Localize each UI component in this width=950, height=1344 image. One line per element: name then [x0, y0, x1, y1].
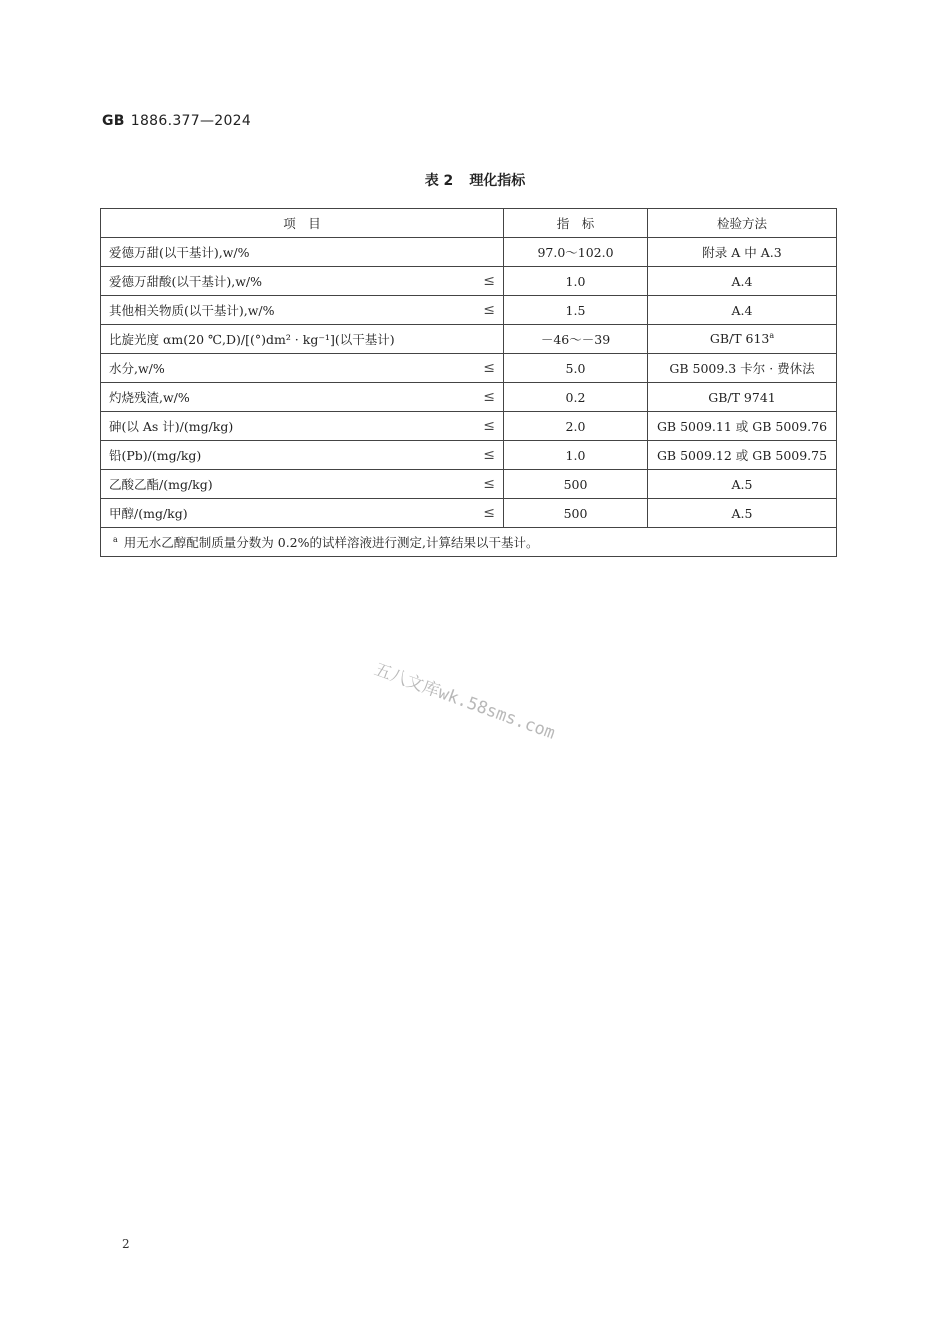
row-item-label: 爱德万甜(以干基计),w/%: [109, 245, 250, 260]
table-row: [101, 238, 837, 267]
row-item-label: 砷(以 As 计)/(mg/kg): [109, 419, 234, 434]
row-item-cell: [101, 354, 504, 383]
method-footnote-mark: a: [769, 331, 775, 341]
table-row: [101, 325, 837, 354]
watermark: 五八文库wk.58sms.com: [371, 659, 558, 744]
row-test-method-cell: [648, 296, 837, 325]
less-equal-symbol: ≤: [483, 389, 495, 405]
standard-number: [102, 113, 251, 129]
row-index-value: 500: [504, 470, 648, 499]
header-method: 检验方法: [648, 209, 837, 238]
standard-code: 1886.377—2024: [130, 113, 252, 129]
row-item-cell: [101, 499, 504, 528]
row-test-method: GB 5009.11 或 GB 5009.76: [656, 419, 828, 434]
row-item-label: 爱德万甜酸(以干基计),w/%: [109, 274, 263, 289]
row-test-method: A.4: [731, 273, 753, 289]
table-header-row: [101, 209, 837, 238]
physicochemical-spec-table: [100, 208, 837, 557]
table-caption-label: 表 2: [424, 173, 454, 189]
row-item-label: 比旋光度 αm(20 ℃,D)/[(°)dm² · kg⁻¹](以干基计): [109, 332, 395, 347]
standard-prefix: GB: [102, 113, 125, 129]
row-item-cell: [101, 267, 504, 296]
row-index-value: 5.0: [504, 354, 648, 383]
row-test-method: A.4: [731, 302, 753, 318]
row-item-cell: [101, 383, 504, 412]
less-equal-symbol: ≤: [483, 476, 495, 492]
less-equal-symbol: ≤: [483, 360, 495, 376]
row-test-method: GB 5009.3 卡尔 · 费休法: [669, 361, 815, 376]
table-row: [101, 470, 837, 499]
footnote-mark: a: [113, 534, 118, 544]
table-row: [101, 296, 837, 325]
table-row: [101, 441, 837, 470]
row-test-method-cell: [648, 267, 837, 296]
footnote-text: 用无水乙醇配制质量分数为 0.2%的试样溶液进行测定,计算结果以干基计。: [123, 535, 539, 550]
row-test-method-cell: [648, 412, 837, 441]
row-index-value: 97.0～102.0: [504, 238, 648, 267]
row-test-method: GB/T 613: [709, 331, 770, 347]
table-footnote-row: [101, 528, 837, 557]
row-index-value: 1.0: [504, 441, 648, 470]
row-test-method-cell: [648, 441, 837, 470]
row-index-value: 2.0: [504, 412, 648, 441]
less-equal-symbol: ≤: [483, 302, 495, 318]
row-index-value: －46～－39: [504, 325, 648, 354]
row-test-method-cell: [648, 238, 837, 267]
row-item-cell: [101, 412, 504, 441]
row-item-label: 水分,w/%: [109, 361, 165, 376]
row-test-method: 附录 A 中 A.3: [702, 245, 782, 260]
row-item-label: 甲醇/(mg/kg): [109, 506, 188, 521]
row-test-method: A.5: [731, 476, 753, 492]
row-test-method-cell: [648, 325, 837, 354]
header-index: 指 标: [504, 209, 648, 238]
row-test-method-cell: [648, 354, 837, 383]
row-item-cell: [101, 470, 504, 499]
page-number: 2: [122, 1237, 130, 1251]
row-item-label: 灼烧残渣,w/%: [109, 390, 190, 405]
less-equal-symbol: ≤: [483, 447, 495, 463]
row-index-value: 500: [504, 499, 648, 528]
row-test-method-cell: [648, 383, 837, 412]
table-row: [101, 354, 837, 383]
row-test-method: A.5: [731, 505, 753, 521]
table-footnote: [101, 528, 837, 557]
row-test-method-cell: [648, 499, 837, 528]
row-item-label: 其他相关物质(以干基计),w/%: [109, 303, 275, 318]
table-caption-title: 理化指标: [469, 173, 526, 189]
row-item-label: 铅(Pb)/(mg/kg): [109, 448, 202, 463]
table-row: [101, 412, 837, 441]
row-item-cell: [101, 441, 504, 470]
less-equal-symbol: ≤: [483, 418, 495, 434]
row-test-method-cell: [648, 470, 837, 499]
row-test-method: GB 5009.12 或 GB 5009.75: [656, 448, 828, 463]
row-index-value: 0.2: [504, 383, 648, 412]
header-item: 项 目: [101, 209, 504, 238]
row-item-cell: [101, 325, 504, 354]
table-row: [101, 499, 837, 528]
row-item-label: 乙酸乙酯/(mg/kg): [109, 477, 213, 492]
row-index-value: 1.5: [504, 296, 648, 325]
row-index-value: 1.0: [504, 267, 648, 296]
row-item-cell: [101, 296, 504, 325]
less-equal-symbol: ≤: [483, 505, 495, 521]
row-item-cell: [101, 238, 504, 267]
less-equal-symbol: ≤: [483, 273, 495, 289]
row-test-method: GB/T 9741: [708, 389, 776, 405]
table-caption: [0, 170, 950, 190]
table-row: [101, 383, 837, 412]
table-row: [101, 267, 837, 296]
